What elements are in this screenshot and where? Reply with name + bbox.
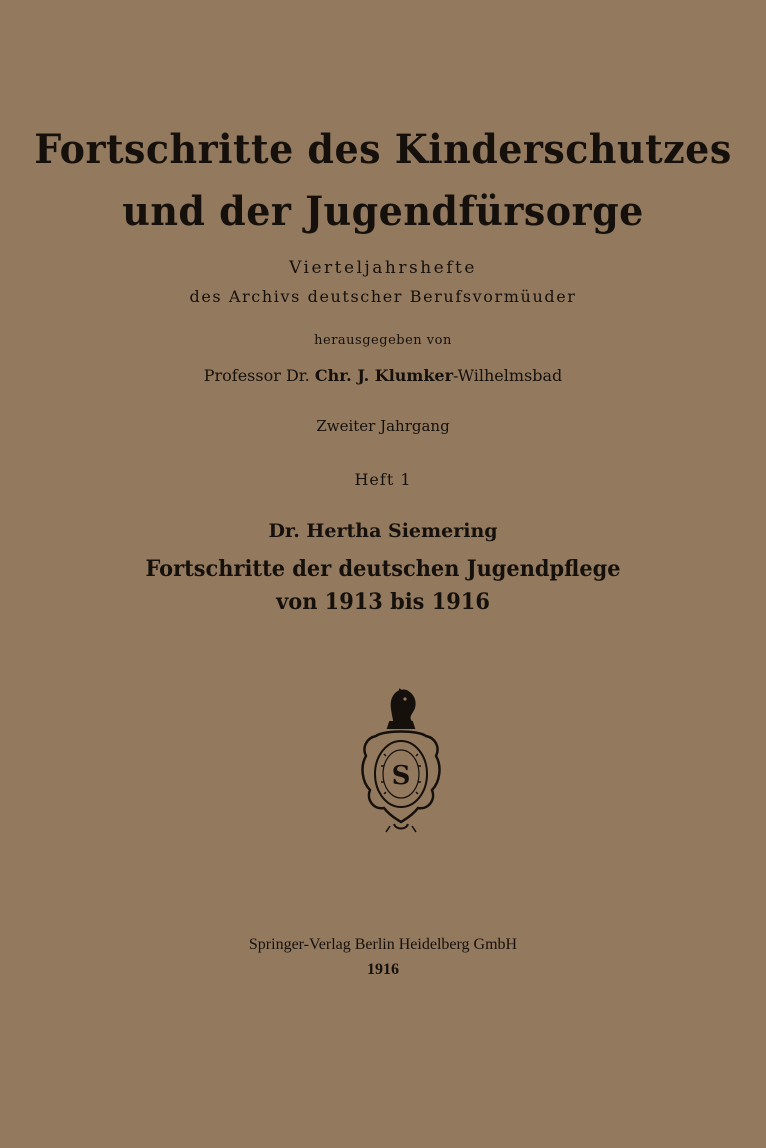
edited-by-label: herausgegeben von [314, 333, 452, 348]
series-subtitle-line-1: Vierteljahrshefte [289, 258, 477, 278]
publisher-name: Springer-Verlag Berlin Heidelberg GmbH [248, 936, 518, 953]
publication-year: 1916 [367, 961, 399, 978]
logo-monogram: S [391, 761, 411, 791]
editor-suffix: -Wilhelmsbad [453, 366, 563, 385]
springer-knight-logo-icon [356, 686, 446, 834]
work-title-line-1: Fortschritte der deutschen Jugendpflege [145, 556, 621, 582]
issue-label: Heft 1 [354, 470, 412, 489]
work-title-line-2: von 1913 bis 1916 [276, 589, 490, 615]
editor-credit [0, 366, 766, 385]
editor-prefix: Professor Dr. [203, 366, 310, 385]
series-title-line-1: Fortschritte des Kinderschutzes [34, 126, 732, 173]
series-subtitle-line-2: des Archivs deutscher Berufsvormüuder [189, 287, 577, 306]
series-title-line-2: und der Jugendfürsorge [122, 188, 644, 235]
editor-name: Chr. J. Klumker [314, 366, 454, 385]
author-name: Dr. Hertha Siemering [268, 520, 498, 542]
volume-label: Zweiter Jahrgang [316, 417, 450, 435]
